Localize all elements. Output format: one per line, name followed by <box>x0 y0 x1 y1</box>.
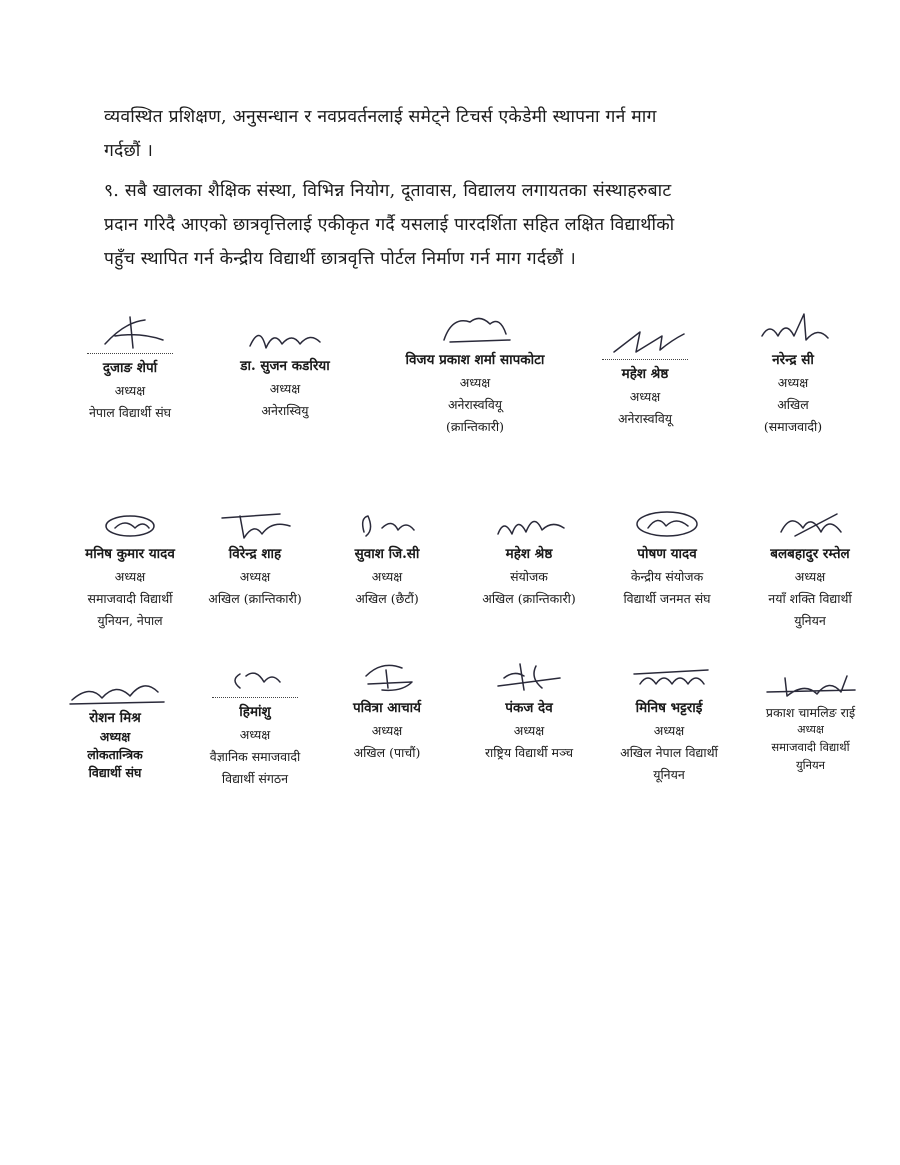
signature-scribble <box>600 322 690 358</box>
signatory-block <box>592 506 742 610</box>
signatory-block <box>594 660 744 786</box>
signatory-name: पंकज देव <box>505 700 553 716</box>
signatory-org: यूनियन <box>653 767 685 782</box>
signatory-name: नरेन्द्र सी <box>772 352 814 368</box>
signatory-org: युनियन, नेपाल <box>97 613 163 628</box>
signatory-title: अध्यक्ष <box>114 383 146 398</box>
signature-line <box>212 696 298 698</box>
signatory-block <box>40 668 190 782</box>
signatory-org: नेपाल विद्यार्थी संघ <box>88 405 172 420</box>
signatory-org: युनियन <box>794 613 826 628</box>
signatory-org: वैज्ञानिक समाजवादी <box>209 749 301 764</box>
signatory-title: अध्यक्ष <box>269 381 301 396</box>
signature-scribble <box>624 660 714 696</box>
signatory-org: अखिल (छैटौं) <box>355 591 419 606</box>
signatory-title: अध्यक्ष <box>794 569 826 584</box>
signatory-name: सुवाश जि.सी <box>354 546 420 562</box>
signatory-name: मनिष कुमार यादव <box>85 546 175 562</box>
paragraph-line: पहुँच स्थापित गर्न केन्द्रीय विद्यार्थी छात्रवृत्ति पोर्टल निर्माण गर्न माग गर्दछौं । <box>104 249 576 269</box>
signature-scribble <box>60 668 170 708</box>
signatory-org: नयाँ शक्ति विद्यार्थी <box>768 591 852 606</box>
signatory-org: अखिल नेपाल विद्यार्थी <box>620 745 718 760</box>
signature-scribble <box>342 656 432 696</box>
signatory-title: अध्यक्ष <box>114 569 146 584</box>
signatory-title: अध्यक्ष <box>371 723 403 738</box>
paragraph-scholarship-portal <box>104 174 804 276</box>
signatory-org: अनेरास्ववियू <box>617 411 673 426</box>
signatory-block <box>210 318 360 422</box>
signatory-org: युनियन <box>795 758 826 772</box>
signatory-title: अध्यक्ष <box>99 729 131 744</box>
signatory-title: अध्यक्ष <box>371 569 403 584</box>
signatory-block <box>395 310 555 438</box>
signatory-block <box>55 312 205 424</box>
signatory-block <box>570 322 720 430</box>
signatory-block <box>728 668 893 774</box>
signature-scribble <box>85 506 175 542</box>
signatory-name: पवित्रा आचार्य <box>352 700 421 716</box>
signatory-org: समाजवादी विद्यार्थी <box>87 591 173 606</box>
signature-scribble <box>748 308 838 348</box>
signatory-block <box>312 656 462 764</box>
signature-scribble <box>210 660 300 696</box>
signature-scribble <box>430 310 520 348</box>
signatory-title: अध्यक्ष <box>513 723 545 738</box>
signatory-title: अध्यक्ष <box>653 723 685 738</box>
signatory-org: विद्यार्थी संगठन <box>221 771 289 786</box>
signatory-name: मिनिष भट्टराई <box>635 700 703 716</box>
signatory-name: बलबहादुर रम्तेल <box>770 546 850 562</box>
signatory-org: अखिल <box>777 397 809 412</box>
signatory-org: अनेरास्ववियू <box>447 397 503 412</box>
paragraph-line: व्यवस्थित प्रशिक्षण, अनुसन्धान र नवप्रवर्तनलाई समेट्ने टिचर्स एकेडेमी स्थापना गर्न माग <box>104 107 657 127</box>
signatory-org: समाजवादी विद्यार्थी <box>771 740 850 754</box>
signature-line <box>602 358 688 360</box>
signatory-block <box>180 660 330 790</box>
signatory-name: दुजाङ शेर्पा <box>102 360 158 376</box>
signatory-org: लोकतान्त्रिक <box>87 747 143 762</box>
signature-scribble <box>484 506 574 542</box>
signatory-org: (समाजवादी) <box>763 419 823 434</box>
signatory-title: केन्द्रीय संयोजक <box>630 569 704 584</box>
paragraph-line: प्रदान गरिदै आएको छात्रवृत्तिलाई एकीकृत गर्दै यसलाई पारदर्शिता सहित लक्षित विद्यार्थीको <box>104 215 675 235</box>
signature-scribble <box>342 506 432 542</box>
signatory-name: प्रकाश चामलिङ राई <box>765 705 856 720</box>
signature-scribble <box>85 312 175 352</box>
signatory-name: विजय प्रकाश शर्मा सापकोटा <box>405 352 545 368</box>
signatory-org: अखिल (पाचौं) <box>353 745 421 760</box>
signatory-org: अनेरास्वियु <box>261 403 309 418</box>
signatory-org: (क्रान्तिकारी) <box>446 419 504 434</box>
signatory-block <box>730 506 890 632</box>
signatory-title: अध्यक्ष <box>629 389 661 404</box>
signatory-title: अध्यक्ष <box>239 569 271 584</box>
signatory-title: अध्यक्ष <box>797 723 824 736</box>
signatory-org: राष्ट्रिय विद्यार्थी मञ्च <box>484 745 574 760</box>
signature-line <box>87 352 173 354</box>
signatory-org: विद्यार्थी जनमत संघ <box>623 591 711 606</box>
signatory-title: संयोजक <box>510 569 548 584</box>
signature-scribble <box>761 668 861 704</box>
signature-scribble <box>210 506 300 542</box>
signature-scribble <box>622 506 712 542</box>
signatory-block <box>454 656 604 764</box>
signatory-title: अध्यक्ष <box>459 375 491 390</box>
signatory-org: अखिल (क्रान्तिकारी) <box>482 591 576 606</box>
signatory-name: डा. सुजन कडरिया <box>240 358 330 374</box>
signatory-name: रोशन मिश्र <box>89 710 141 726</box>
signature-scribble <box>240 318 330 354</box>
signatory-title: अध्यक्ष <box>777 375 809 390</box>
signatory-name: हिमांशु <box>239 704 271 720</box>
signatory-name: महेश श्रेष्ठ <box>505 546 553 562</box>
signatory-block <box>454 506 604 610</box>
signature-scribble <box>765 506 855 542</box>
signatory-block <box>180 506 330 610</box>
paragraph-teachers-academy <box>104 100 804 168</box>
paragraph-line: ९. सबै खालका शैक्षिक संस्था, विभिन्न नियोग, दूतावास, विद्यालय लगायतका संस्थाहरुबाट <box>104 181 672 201</box>
signatory-name: विरेन्द्र शाह <box>228 546 282 562</box>
signatory-org: विद्यार्थी संघ <box>88 765 142 780</box>
signatory-name: पोषण यादव <box>637 546 697 562</box>
signatory-title: अध्यक्ष <box>239 727 271 742</box>
signatory-block <box>718 308 868 438</box>
signatory-org: अखिल (क्रान्तिकारी) <box>208 591 302 606</box>
signatory-block <box>312 506 462 610</box>
paragraph-line: गर्दछौं । <box>104 141 154 161</box>
signatory-name: महेश श्रेष्ठ <box>621 366 669 382</box>
signature-scribble <box>484 656 574 696</box>
